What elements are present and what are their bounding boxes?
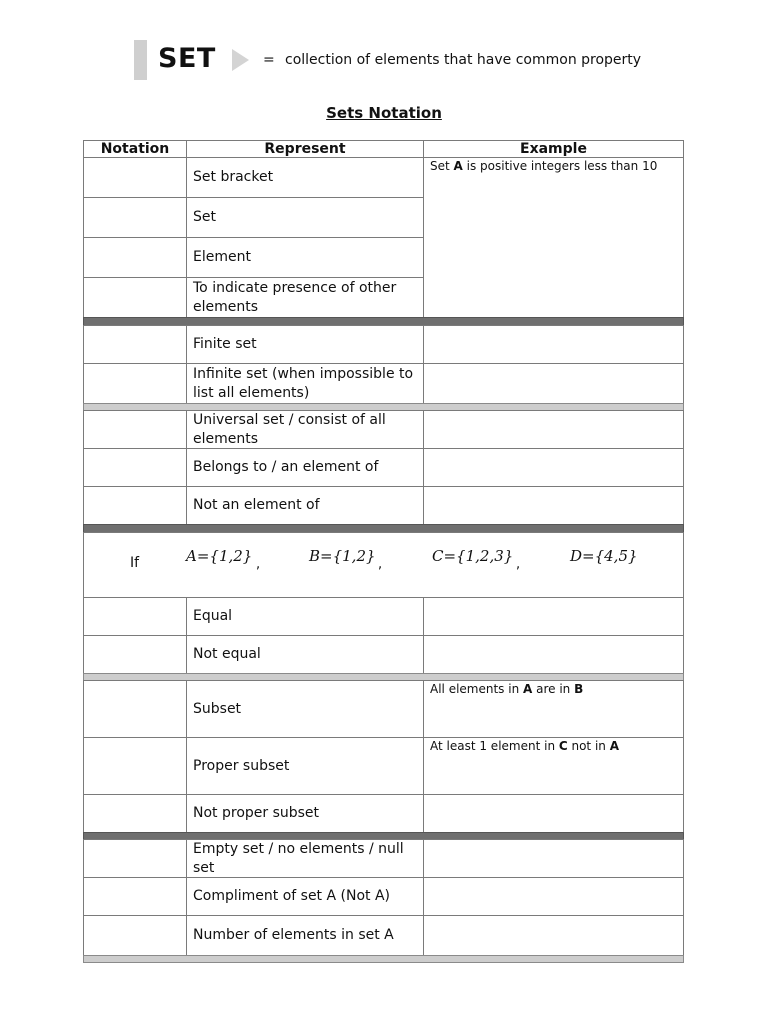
set-c-definition: C={1,2,3} [432,547,514,565]
notation-cell [83,363,187,404]
represent-cell: Element [186,237,424,278]
notation-cell [83,680,187,738]
notation-cell [83,448,187,487]
represent-cell: Not an element of [186,486,424,525]
notation-cell [83,410,187,449]
header-equals: = [263,52,275,68]
example-cell [423,915,684,956]
set-a-definition: A={1,2} [186,547,253,565]
example-set-name: A [523,682,533,696]
represent-cell: Set bracket [186,157,424,198]
represent-cell: Infinite set (when impossible to list all elements) [186,363,424,404]
example-text: are in [532,682,575,696]
set-b-definition: B={1,2} [309,547,376,565]
example-text: not in [567,739,610,753]
example-cell [423,410,684,449]
header-set-word: SET [158,43,216,74]
example-cell [423,597,684,636]
example-text: Set [430,159,454,173]
example-set-name: A [609,739,620,753]
page-title-text: Sets Notation [326,104,442,122]
example-cell [423,448,684,487]
header-notation: Notation [83,140,187,158]
header-example: Example [423,140,684,158]
example-cell [423,325,684,364]
represent-cell: Compliment of set A (Not A) [186,877,424,916]
page-header [134,40,694,80]
example-cell [423,635,684,674]
example-text: At least 1 element in [430,739,559,753]
example-cell [423,363,684,404]
example-text: is positive integers less than 10 [462,159,658,173]
notation-cell [83,157,187,198]
represent-cell: Equal [186,597,424,636]
notation-cell [83,277,187,318]
represent-cell: Proper subset [186,737,424,795]
represent-cell: To indicate presence of other elements [186,277,424,318]
separator-comma: , [256,557,261,572]
represent-cell: Not proper subset [186,794,424,833]
example-cell [423,839,684,878]
example-set-name: B [574,682,584,696]
notation-cell [83,635,187,674]
notation-cell [83,237,187,278]
if-label: If [130,555,140,571]
example-text: All elements in [430,682,523,696]
example-cell [423,794,684,833]
header-accent-bar [134,40,147,80]
example-set-name: A [453,159,463,173]
separator-comma: , [378,557,383,572]
header-represent: Represent [186,140,424,158]
page-title [0,104,768,122]
example-cell [423,486,684,525]
represent-cell: Not equal [186,635,424,674]
example-set-name: C [558,739,568,753]
represent-cell: Set [186,197,424,238]
notation-cell [83,794,187,833]
represent-cell: Universal set / consist of all elements [186,410,424,449]
example-cell-set-a [423,157,684,318]
if-row [83,532,684,598]
notation-cell [83,915,187,956]
set-d-definition: D={4,5} [570,547,638,565]
example-cell-proper-subset [423,737,684,795]
represent-cell: Belongs to / an element of [186,448,424,487]
section-divider [83,955,684,963]
notation-table [83,140,684,963]
separator-comma: , [516,557,521,572]
notation-cell [83,737,187,795]
header-definition: collection of elements that have common property [285,52,642,68]
example-cell [423,877,684,916]
triangle-right-icon [232,49,249,71]
notation-cell [83,597,187,636]
example-cell-subset [423,680,684,738]
represent-cell: Subset [186,680,424,738]
notation-cell [83,197,187,238]
represent-cell: Number of elements in set A [186,915,424,956]
represent-cell: Empty set / no elements / null set [186,839,424,878]
represent-cell: Finite set [186,325,424,364]
notation-cell [83,486,187,525]
notation-cell [83,877,187,916]
notation-cell [83,325,187,364]
notation-cell [83,839,187,878]
